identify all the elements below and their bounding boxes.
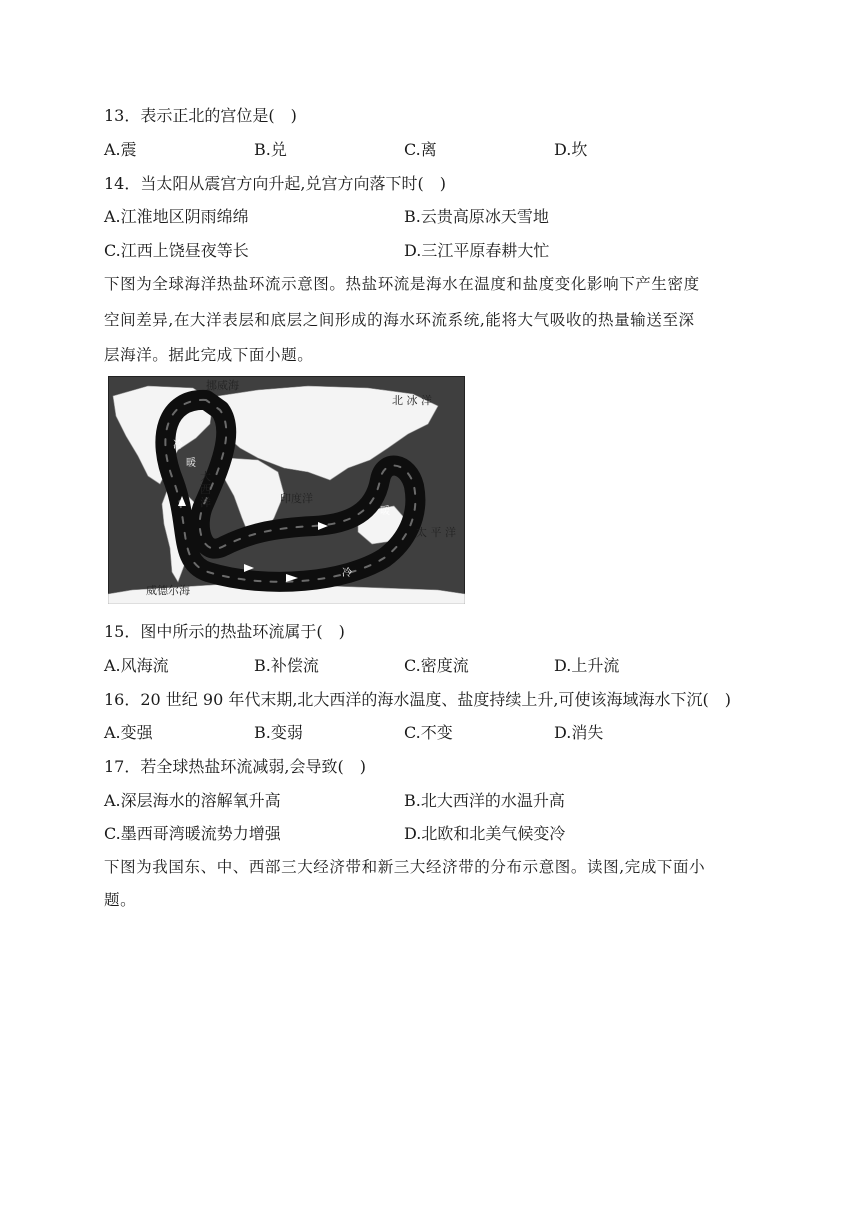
label-pacific-ocean: 太 平 洋: [416, 526, 456, 539]
label-cold-atlantic: 冷: [173, 440, 183, 451]
q16-option-d: D.消失: [554, 723, 604, 742]
label-atlantic-3: 洋: [200, 496, 211, 509]
q13-option-a: A.震: [104, 140, 137, 159]
q17-option-c: C.墨西哥湾暖流势力增强: [104, 824, 281, 843]
q15-option-d: D.上升流: [554, 656, 620, 675]
label-weddell-sea: 威德尔海: [146, 584, 190, 597]
q14-option-c: C.江西上饶昼夜等长: [104, 241, 249, 260]
label-indian-ocean: 印度洋: [280, 492, 313, 505]
label-warm-atlantic: 暖: [186, 458, 196, 469]
q13-option-c: C.离: [404, 140, 437, 159]
intro1-line-1: 下图为全球海洋热盐环流示意图。热盐环流是海水在温度和盐度变化影响下产生密度: [104, 275, 700, 293]
intro2-line-2: 题。: [104, 891, 137, 909]
q16-option-c: C.不变: [404, 723, 453, 742]
q15-option-c: C.密度流: [404, 656, 469, 675]
label-cold-southern: 冷: [342, 568, 352, 579]
q13-stem: 13．表示正北的宫位是( ): [104, 106, 297, 125]
q17-option-a: A.深层海水的溶解氧升高: [104, 791, 281, 810]
q13-option-b: B.兑: [254, 140, 287, 159]
q17-option-b: B.北大西洋的水温升高: [404, 791, 565, 810]
q14-option-b: B.云贵高原冰天雪地: [404, 207, 549, 226]
q16-option-b: B.变弱: [254, 723, 303, 742]
intro1-line-3: 层海洋。据此完成下面小题。: [104, 346, 314, 364]
label-atlantic-2: 西: [200, 483, 211, 496]
q14-stem: 14．当太阳从震宫方向升起,兑宫方向落下时( ): [104, 174, 446, 193]
q16-option-a: A.变强: [104, 723, 153, 742]
label-norwegian-sea: 挪威海: [206, 379, 239, 392]
q15-option-a: A.风海流: [104, 656, 169, 675]
q15-option-b: B.补偿流: [254, 656, 319, 675]
q14-option-a: A.江淮地区阴雨绵绵: [104, 207, 249, 226]
label-atlantic-1: 大: [200, 470, 211, 483]
label-arctic-ocean: 北 冰 洋: [392, 394, 432, 407]
q14-option-d: D.三江平原春耕大忙: [404, 241, 550, 260]
thermohaline-circulation-map: [108, 376, 465, 604]
q13-option-d: D.坎: [554, 140, 588, 159]
intro1-line-2: 空间差异,在大洋表层和底层之间形成的海水环流系统,能将大气吸收的热量输送至深: [104, 311, 695, 329]
q15-stem: 15．图中所示的热盐环流属于( ): [104, 622, 345, 641]
q17-option-d: D.北欧和北美气候变冷: [404, 824, 566, 843]
label-warm-pacific: 暖: [380, 506, 390, 517]
q17-stem: 17．若全球热盐环流减弱,会导致( ): [104, 757, 366, 776]
intro2-line-1: 下图为我国东、中、西部三大经济带和新三大经济带的分布示意图。读图,完成下面小: [104, 858, 706, 876]
q16-stem: 16．20 世纪 90 年代末期,北大西洋的海水温度、盐度持续上升,可使该海域海水下沉( ): [104, 690, 731, 709]
